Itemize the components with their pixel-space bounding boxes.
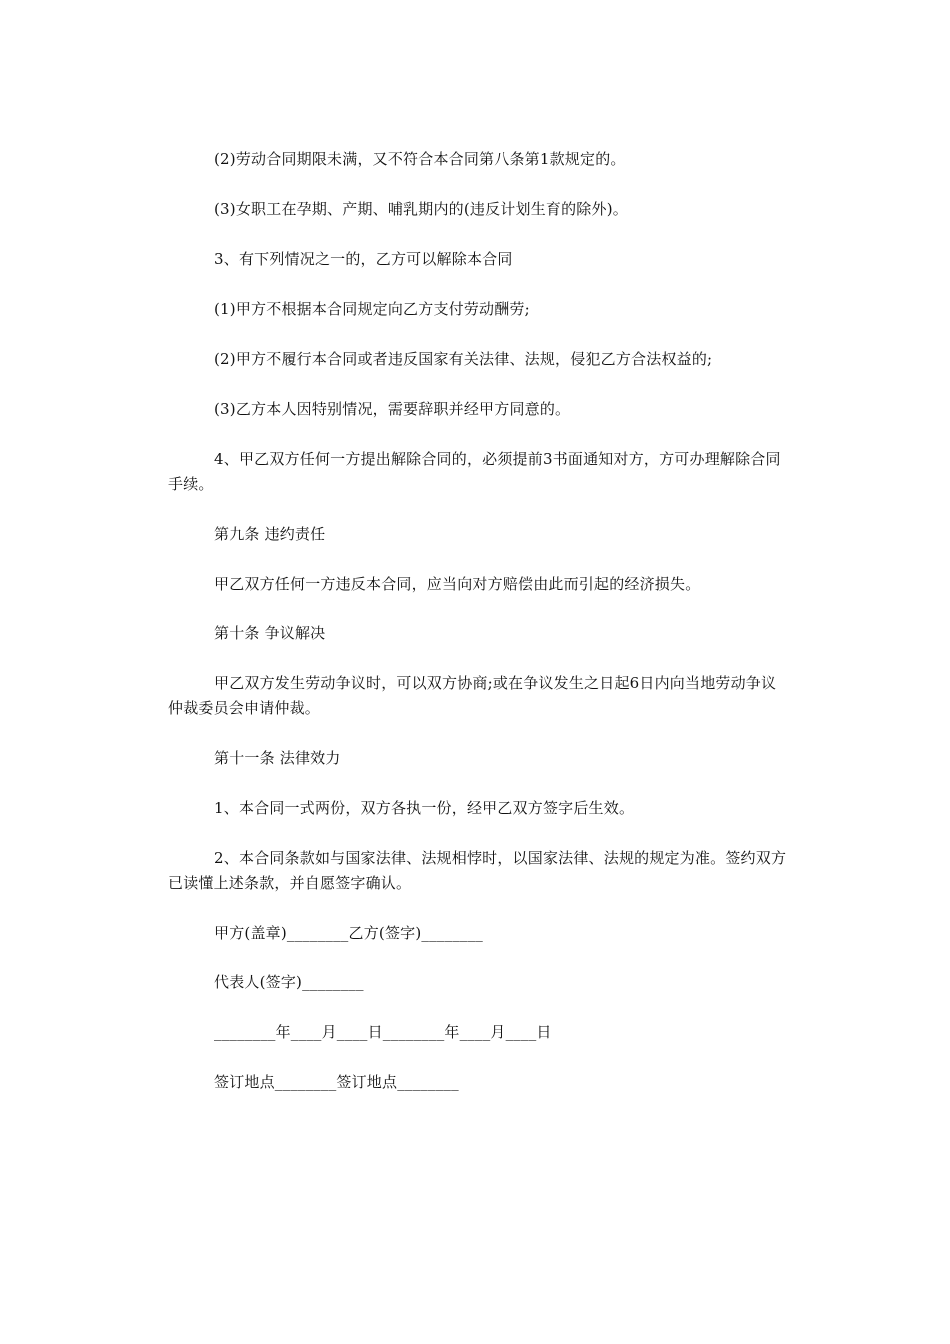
clause-heading: 3、有下列情况之一的，乙方可以解除本合同 — [214, 250, 513, 268]
clause-paragraph: (2)劳动合同期限未满，又不符合本合同第八条第1款规定的。 — [214, 150, 626, 168]
clause-paragraph: 1、本合同一式两份，双方各执一份，经甲乙双方签字后生效。 — [214, 799, 635, 817]
clause-paragraph: 2、本合同条款如与国家法律、法规相悖时，以国家法律、法规的规定为准。签约双方已读懂上述条款，并自愿签字确认。 — [168, 849, 787, 892]
clause-paragraph: (2)甲方不履行本合同或者违反国家有关法律、法规，侵犯乙方合法权益的; — [214, 350, 713, 368]
signature-line-parties: 甲方(盖章)________乙方(签字)________ — [214, 924, 484, 942]
clause-paragraph: (3)乙方本人因特别情况，需要辞职并经甲方同意的。 — [214, 400, 571, 418]
clause-paragraph: 甲乙双方发生劳动争议时，可以双方协商;或在争议发生之日起6日内向当地劳动争议仲裁委员会申请仲裁。 — [168, 674, 777, 717]
clause-paragraph: 甲乙双方任何一方违反本合同，应当向对方赔偿由此而引起的经济损失。 — [214, 575, 701, 593]
article-heading: 第十一条 法律效力 — [214, 749, 341, 767]
article-heading: 第九条 违约责任 — [214, 525, 326, 543]
signature-line-dates: ________年____月____日________年____月____日 — [214, 1023, 552, 1041]
clause-paragraph: 4、甲乙双方任何一方提出解除合同的，必须提前3书面通知对方，方可办理解除合同手续。 — [168, 450, 781, 493]
clause-paragraph: (3)女职工在孕期、产期、哺乳期内的(违反计划生育的除外)。 — [214, 200, 628, 218]
signature-line-representative: 代表人(签字)________ — [214, 973, 364, 991]
article-heading: 第十条 争议解决 — [214, 624, 326, 642]
clause-paragraph: (1)甲方不根据本合同规定向乙方支付劳动酬劳; — [214, 300, 530, 318]
signature-line-locations: 签订地点________签订地点________ — [214, 1073, 459, 1091]
